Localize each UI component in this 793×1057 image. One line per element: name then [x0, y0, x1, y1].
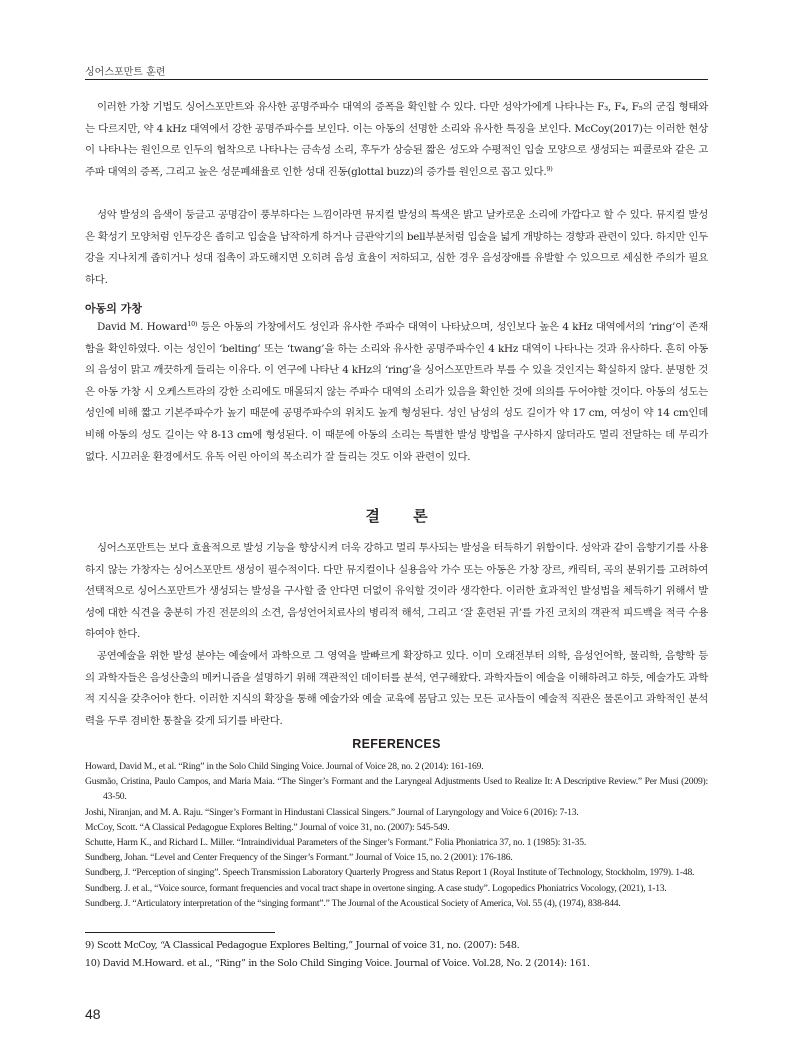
body-paragraph-4: [85, 538, 708, 646]
section-heading-conclusion: 결 론: [365, 507, 428, 525]
footnote-divider: [85, 932, 275, 933]
body-paragraph-1: [85, 97, 708, 183]
body-paragraph-3: [85, 317, 708, 468]
running-header-title: 싱어스포만트 훈련: [85, 67, 166, 78]
paragraph-text: 싱어스포만트는 보다 효율적으로 발성 기능을 향상시켜 더욱 강하고 멀리 투사되는 발성을 터득하기 위함이다. 성악과 같이 음향기기를 사용하지 않는 가창자는 싱어스포만트 생성이 필수적이다. 다만 뮤지컬이나 실용음악 가수 또는 아동은 가창 장르, 캐릭터, 곡의 분위기를 고려하여 선택적으로 싱어스포만트가 생성되는 발성을 구사할 줄 안다면 더없이 유익할 것이라 생각한다. 이러한 효과적인 발성법을 체득하기 위해서 발성에 대한 식견을 충분히 가진 전문의의 소견, 음성언어치료사의 병리적 해석, 그리고 ‘잘 훈련된 귀’를 가진 코치의 객관적 피드백을 적극 수용하여야 한다.: [85, 542, 708, 641]
paragraph-text: 성악 발성의 음색이 둥글고 공명감이 풍부하다는 느낌이라면 뮤지컬 발성의 특색은 밝고 날카로운 소리에 가깝다고 할 수 있다. 뮤지컬 발성은 확성기 모양처럼 인두강은 좁히고 입술을 납작하게 하거나 금관악기의 bell부분처럼 입술을 넓게 개방하는 경향과 관련이 있다. 하지만 인두강을 지나치게 좁히거나 성대 접촉이 과도해지면 오히려 음성 효율이 저하되고, 심한 경우 음성장애를 유발할 수 있으므로 세심한 주의가 필요하다.: [85, 209, 708, 286]
paragraph-text: 공연예술을 위한 발성 분야는 예술에서 과학으로 그 영역을 발빠르게 확장하고 있다. 이미 오래전부터 의학, 음성언어학, 물리학, 음향학 등의 과학자들은 음성산출의 메커니즘을 설명하기 위해 객관적인 데이터를 분석, 연구해왔다. 과학자들이 예술을 이해하려고 하듯, 예술가도 과학적 지식을 갖추어야 한다. 이러한 지식의 확장을 통해 예술가와 예술 교육에 몸담고 있는 모든 교사들이 예술적 직관은 물론이고 과학적인 분석력을 두루 겸비한 통찰을 갖게 되기를 바란다.: [85, 650, 708, 727]
body-paragraph-5: [85, 646, 708, 732]
page-number: 48: [85, 1006, 101, 1022]
reference-item: McCoy, Scott. “A Classical Pedagogue Explores Belting.” Journal of voice 31, no. (2007): 545-549.: [85, 821, 450, 833]
subsection-heading: 아동의 가창: [85, 302, 142, 315]
references-heading: REFERENCES: [352, 737, 441, 751]
footnote-10: 10) David M.Howard. et al., “Ring” in the Solo Child Singing Voice. Journal of Voice. Vol.28, No. 2 (2014): 161.: [85, 958, 590, 969]
reference-item: Joshi, Niranjan, and M. A. Raju. “Singer’s Formant in Hindustani Classical Singers.” Journal of Laryngology and Voice 6 (2016): 7-13.: [85, 806, 579, 818]
paragraph-text: 등은 아동의 가창에서도 성인과 유사한 주파수 대역이 나타났으며, 성인보다 높은 4 kHz 대역에서의 ‘ring’이 존재함을 확인하였다. 이는 성인이 ‘belting’ 또는 ‘twang’을 하는 소리와 유사한 공명주파수인 4 kHz 대역이 나타나는 것과 유사하다. 흔히 아동의 음성이 맑고 깨끗하게 들리는 이유다. 이 연구에 나타난 4 kHz의 ‘ring’을 싱어스포만트라 부를 수 있을 것인지는 확실하지 않다. 분명한 것은 아동 가창 시 오케스트라의 강한 소리에도 매몰되지 않는 주파수 대역의 소리가 있음을 확인한 것에 의의를 두어야할 것이다. 아동의 성도는 성인에 비해 짧고 기본주파수가 높기 때문에 공명주파수의 위치도 높게 형성된다. 성인 남성의 성도 길이가 약 17 cm, 여성이 약 14 cm인데 비해 아동의 성도 길이는 약 8-13 cm에 형성된다. 이 때문에 아동의 소리는 특별한 발성 방법을 구사하지 않더라도 멀리 전달하는 데 무리가 없다. 시끄러운 환경에서도 유독 어린 아이의 목소리가 잘 들리는 것도 이와 관련이 있다.: [85, 321, 708, 463]
footnote-9: 9) Scott McCoy, “A Classical Pedagogue Explores Belting,” Journal of voice 31, no. (2007): 548.: [85, 940, 520, 951]
footnote-marker-10[interactable]: 10): [187, 320, 198, 328]
references-list: [85, 759, 708, 911]
body-paragraph-2: [85, 205, 708, 291]
reference-item: Gusmão, Cristina, Paulo Campos, and Maria Maia. “The Singer’s Formant and the Laryngeal Adjustments Used to Realize It: A Descriptive Review.” Per Musi (2009): 43-50.: [85, 776, 708, 803]
paragraph-lead: David M. Howard: [97, 321, 188, 333]
header-divider: [85, 79, 708, 80]
reference-item: Sundberg. J. “Articulatory interpretation of the “singing formant”.” The Journal of the Acoustical Society of America, Vol. 55 (4), (1974), 838-844.: [85, 897, 621, 909]
reference-item: Sundberg, Johan. “Level and Center Frequency of the Singer’s Formant.” Journal of Voice 15, no. 2 (2001): 176-186.: [85, 852, 513, 864]
reference-item: Schutte, Harm K., and Richard L. Miller. “Intraindividual Parameters of the Singer’s Formant.” Folia Phoniatrica 37, no. 1 (1985): 31-35.: [85, 837, 587, 849]
paragraph-text: 이러한 가창 기법도 싱어스포만트와 유사한 공명주파수 대역의 증폭을 확인할 수 있다. 다만 성악가에게 나타나는 F₃, F₄, F₅의 군집 형태와는 다르지만, 약 4 kHz 대역에서 강한 공명주파수를 보인다. 이는 아동의 선명한 소리와 유사한 특징을 보인다. McCoy(2017)는 이러한 현상이 나타나는 원인으로 인두의 협착으로 나타나는 금속성 소리, 후두가 상승된 짧은 성도와 수평적인 입술 모양으로 생성되는 피콜로와 같은 고주파 대역의 증폭, 그리고 높은 성문폐쇄율로 인한 성대 진동(glottal buzz)의 증가를 원인으로 꼽고 있다.: [85, 101, 708, 178]
footnotes: [85, 937, 708, 973]
reference-item: Sundberg, J. “Perception of singing”. Speech Transmission Laboratory Quarterly Progress and Status Report 1 (Royal Institute of Technology, Stockholm, 1979). 1-48.: [85, 867, 695, 879]
footnote-marker-9[interactable]: 9): [546, 164, 553, 173]
reference-item: Howard, David M., et al. “Ring” in the Solo Child Singing Voice. Journal of Voice 28, no. 2 (2014): 161-169.: [85, 761, 484, 772]
reference-item: Sundberg. J. et al., “Voice source, formant frequencies and vocal tract shape in overtone singing. A case study”. Logopedics Phoniatrics Vocology, (2021), 1-13.: [85, 882, 667, 894]
